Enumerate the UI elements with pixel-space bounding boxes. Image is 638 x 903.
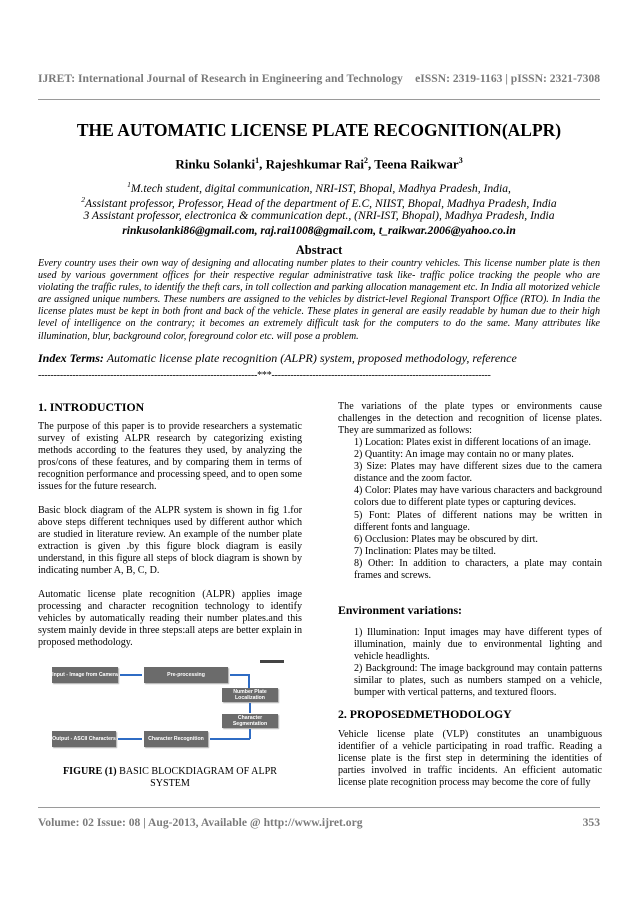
list-item: 6) Occlusion: Plates may be obscured by dirt. <box>354 533 538 545</box>
arrow <box>120 674 142 676</box>
box-character-recognition: Character Recognition <box>144 731 208 747</box>
figure-caption <box>50 766 290 790</box>
intro-paragraph-1: The purpose of this paper is to provide researchers a systematic survey of existing ALPR research by categorizing existing methods according to the features they used, by analyzing the pros/cons of these features, and by comparing them in terms of recognition performance and processing speed, and to open some issues for the future research. <box>38 421 302 493</box>
section-heading <box>38 401 302 415</box>
running-header <box>38 72 600 85</box>
affiliation <box>0 180 638 195</box>
journal-name: IJRET: International Journal of Research in Engineering and Technology <box>38 72 403 85</box>
list-item: 1) Location: Plates exist in different locations of an image. <box>354 437 591 448</box>
variations-list <box>338 437 602 582</box>
figure-bar <box>260 660 284 663</box>
list-item: 2) Quantity: An image may contain no or many plates. <box>354 449 574 461</box>
author-emails: rinkusolanki86@gmail.com, raj.rai1008@gmail.com, t_raikwar.2006@yahoo.co.in <box>122 224 516 237</box>
list-item: 5) Font: Plates of different nations may be written in different fonts and language. <box>354 509 602 533</box>
list-item: 2) Background: The image background may contain patterns similar to plates, such as numbers stamped on a vehicle, bumper with vertical patterns, and textured floors. <box>354 663 602 699</box>
paper-title: THE AUTOMATIC LICENSE PLATE RECOGNITION(ALPR) <box>76 120 562 140</box>
figure-caption-text: BASIC BLOCKDIAGRAM OF ALPR SYSTEM <box>119 766 277 789</box>
author-sup: 3 <box>458 156 463 165</box>
affiliation-text: 3 Assistant professor, electronica & communication dept., (NRI-IST, Bhopal), Madhya Pradesh, India <box>83 209 555 222</box>
author-sup: 2 <box>364 156 369 165</box>
variations-intro: The variations of the plate types or environments cause challenges in the detection and recognition of license plates. They are summarized as follows: <box>338 401 602 437</box>
affiliation-sup: 2 <box>81 195 86 204</box>
running-footer <box>38 816 600 829</box>
intro-paragraph-3: Automatic license plate recognition (ALPR) applies image processing and character recognition technology to identify vehicles by automatically reading their number plates.and this system mainly devide in three steps:all ateps are better explain in proposed methodology. <box>38 589 302 649</box>
affiliation-sup: 1 <box>127 180 131 189</box>
abstract-text: Every country uses their own way of designing and allocating number plates to their country vehicles. This license number plate is then used by various government offices for their respective regular administrative task like- traffic police tracking the people who are violating the traffic rules, to identify the theft cars, in toll collection and parking allocation management etc. In India all motorized vehicle are assigned unique numbers. These numbers are assigned to the vehicles by district-level Regional Transport Office (RTO). In India the license plates must be kept in both front and back of the vehicle. These plates in general are easily readable by human due to their high level of intelligence on the contrary; it becomes an extremely difficult task for the computers to do the same. Many attributes like illumination, blur, background color, foreground color etc. will pose a problem. <box>38 258 600 342</box>
box-output-ascii: Output - ASCII Characters <box>52 731 116 747</box>
methodology-heading: 2. PROPOSEDMETHODOLOGY <box>338 707 512 721</box>
box-pre-processing: Pre-processing <box>144 667 228 683</box>
affiliation-text: M.tech student, digital communication, NRI-IST, Bhopal, Madhya Pradesh, India, <box>130 181 511 195</box>
box-character-segmentation: Character Segmentation <box>222 714 278 728</box>
arrow <box>210 738 250 740</box>
box-plate-localization: Number Plate Localization <box>222 688 278 702</box>
box-input-image: Input - Image from Camera <box>52 667 118 683</box>
abstract-heading: Abstract <box>295 243 343 257</box>
author-name: Rinku Solanki <box>175 156 256 172</box>
footer-rule <box>38 807 600 808</box>
arrow <box>118 738 142 740</box>
author-list: Rinku Solanki$^1$, Rajeshkumar Rai$^2$, Teena Raikwar$^3$ <box>175 156 463 172</box>
arrow <box>248 674 250 688</box>
affiliation <box>0 195 638 210</box>
list-item: 8) Other: In addition to characters, a plate may contain frames and screws. <box>354 557 602 582</box>
index-terms <box>38 351 600 366</box>
author-name: Teena Raikwar <box>374 156 459 172</box>
author-sup: 1 <box>255 156 260 165</box>
issn: eISSN: 2319-1163 | pISSN: 2321-7308 <box>415 72 600 85</box>
author-name: Rajeshkumar Rai <box>265 156 365 172</box>
intro-paragraph-2: Basic block diagram of the ALPR system is shown in fig 1.for above steps different techniques used by different author which are studied in literature review. An example of the number plate extraction is given .by this figure block diagram is easily understand, in this figure all steps of block diagram is shown by indicating number A, B, C, D. <box>38 505 302 577</box>
separator-line: ----------------------------------------------------------------------***---------------------------------------------------------------------- <box>38 370 491 381</box>
arrow <box>230 674 250 676</box>
list-item: 4) Color: Plates may have various characters and background colors due to different plate types or capturing devices. <box>354 485 602 509</box>
environment-heading: Environment variations: <box>338 603 462 617</box>
page-number: 353 <box>582 816 600 829</box>
env-heading-wrap <box>338 604 602 618</box>
arrow <box>249 703 251 713</box>
index-terms-text: Automatic license plate recognition (ALPR) system, proposed methodology, reference <box>106 351 517 365</box>
affiliation <box>0 209 638 222</box>
header-rule <box>38 99 600 100</box>
intro-heading: 1. INTRODUCTION <box>38 400 145 414</box>
index-terms-label: Index Terms: <box>38 351 104 365</box>
list-item: 1) Illumination: Input images may have different types of illumination, mainly due to environmental lighting and vehicle headlights. <box>354 627 602 663</box>
list-item: 7) Inclination: Plates may be tilted. <box>354 545 496 557</box>
footer-volume: Volume: 02 Issue: 08 | Aug-2013, Available @ http://www.ijret.org <box>38 816 363 829</box>
list-item: 3) Size: Plates may have different sizes due to the camera distance and the zoom factor. <box>354 461 602 485</box>
method-heading-wrap <box>338 708 602 722</box>
environment-list <box>338 627 602 700</box>
block-diagram <box>50 660 290 760</box>
methodology-paragraph: Vehicle license plate (VLP) constitutes an unambiguous identifier of a vehicle participating in road traffic. Reading a license plate is the first step in determining the identities of parties involved in traffic incidents. An efficient automatic license plate recognition process may become the core of fully <box>338 729 602 789</box>
figure-caption-label: FIGURE (1) <box>63 766 117 777</box>
affiliation-text: Assistant professor, Professor, Head of the department of E.C, NIIST, Bhopal, Madhya Pradesh, India <box>85 196 557 210</box>
